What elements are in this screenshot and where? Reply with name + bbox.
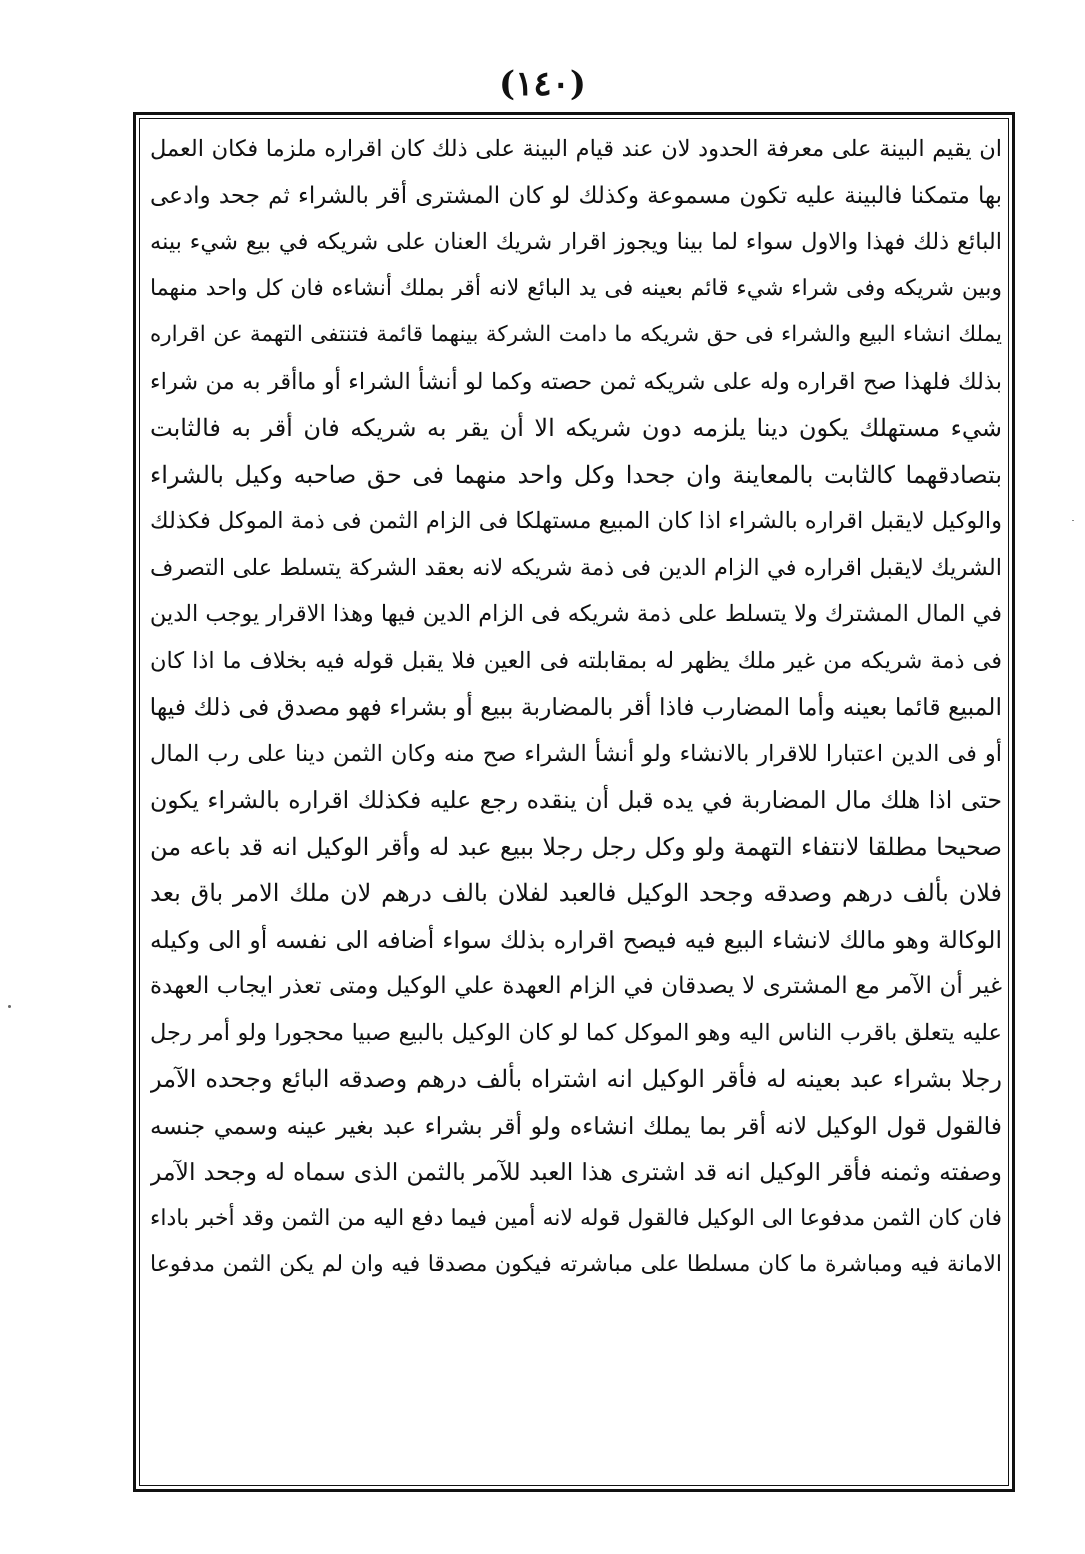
- text-line: حتى اذا هلك مال المضاربة في يده قبل أن ينقده رجع عليه فكذلك اقراره بالشراء يكون: [150, 786, 1002, 814]
- text-line: يملك انشاء البيع والشراء فى حق شريكه ما دامت الشركة بينهما قائمة فتنتفى التهمة عن اقراره: [150, 322, 1002, 347]
- text-line: الوكالة وهو مالك لانشاء البيع فيه فيصح اقراره بذلك سواء أضافه الى نفسه أو الى وكيله: [150, 925, 1002, 954]
- text-line: صحيحا مطلقا لانتفاء التهمة ولو وكل رجل رجلا ببيع عبد له وأقر الوكيل انه قد باعه من: [150, 832, 1002, 861]
- text-line: ان يقيم البينة على معرفة الحدود لان عند قيام البينة على ذلك كان اقراره ملزما فكان العمل: [150, 136, 1002, 162]
- text-line: وبين شريكه وفى شراء شيء قائم بعينه فى يد البائع لانه أقر بملك أنشاءه فان كل واحد منهما: [150, 275, 1002, 301]
- text-line: بذلك فلهذا صح اقراره وله على شريكه ثمن حصته وكما لو أنشأ الشراء أو ماأقر به من شراء: [150, 368, 1002, 395]
- scan-speck: [8, 1005, 11, 1008]
- text-line: بتصادقهما كالثابت بالمعاينة وان جحدا وكل واحد منهما فى حق صاحبه وكيل بالشراء: [150, 460, 1002, 489]
- text-line: أو فى الدين اعتبارا للاقرار بالانشاء ولو أنشأ الشراء صح منه وكان الثمن دينا على رب المال: [150, 740, 1002, 767]
- text-line: بها متمكنا فالبينة عليه تكون مسموعة وكذلك لو كان المشترى أقر بالشراء ثم جحد وادعى: [150, 182, 1002, 209]
- text-line: وصفته وثمنه فأقر الوكيل انه قد اشترى هذا العبد للآمر بالثمن الذى سماه له وجحد الآمر: [150, 1158, 1002, 1186]
- text-line: فالقول قول الوكيل لانه أقر بما يملك انشاءه ولو أقر بشراء عبد بغير عينه وسمي جنسه: [150, 1111, 1002, 1140]
- text-line: فى ذمة شريكه من غير ملك يظهر له بمقابلته فى العين فلا يقبل قوله فيه بخلاف ما اذا كان: [150, 647, 1002, 674]
- body-text: [150, 126, 1002, 1476]
- text-line: شيء مستهلك يكون دينا يلزمه دون شريكه الا أن يقر به شريكه فان أقر به فالثابت: [150, 414, 1002, 442]
- text-line: فان كان الثمن مدفوعا الى الوكيل فالقول قوله لانه أمين فيما دفع اليه من الثمن وقد أخبر باداء: [150, 1205, 1002, 1231]
- text-line: غير أن الآمر مع المشترى لا يصدقان في الزام العهدة علي الوكيل ومتى تعذر ايجاب العهدة: [150, 973, 1002, 999]
- text-line: الامانة فيه ومباشرة ما كان مسلطا على مباشرته فيكون مصدقا فيه وان لم يكن الثمن مدفوعا: [150, 1252, 1002, 1277]
- text-line: فلان بألف درهم وصدقه وجحد الوكيل فالعبد لفلان بالف درهم لان ملك الامر باق بعد: [150, 879, 1002, 907]
- text-line: المبيع قائما بعينه وأما المضارب فاذا أقر بالمضاربة ببيع أو بشراء فهو مصدق فى ذلك فيها: [150, 693, 1002, 721]
- text-line: في المال المشترك ولا يتسلط على ذمة شريكه فى الزام الدين فيها وهذا الاقرار يوجب الدين: [150, 601, 1002, 627]
- text-line: والوكيل لايقبل اقراره بالشراء اذا كان المبيع مستهلكا فى الزام الثمن فى ذمة الموكل فكذلك: [150, 508, 1002, 534]
- text-line: عليه يتعلق باقرب الناس اليه وهو الموكل كما لو كان الوكيل بالبيع صبيا محجورا ولو أمر رجل: [150, 1019, 1002, 1046]
- scan-speck: [1072, 520, 1074, 521]
- page-number: (١٤٠): [499, 64, 586, 104]
- text-line: رجلا بشراء عبد بعينه له فأقر الوكيل انه اشتراه بألف درهم وصدقه البائع وجحده الآمر: [150, 1065, 1002, 1093]
- text-line: البائع ذلك فهذا والاول سواء لما بينا ويجوز اقرار شريك العنان على شريكه في بيع شيء بينه: [150, 229, 1002, 255]
- text-line: الشريك لايقبل اقراره في الزام الدين فى ذمة شريكه لانه بعقد الشركة يتسلط على التصرف: [150, 554, 1002, 581]
